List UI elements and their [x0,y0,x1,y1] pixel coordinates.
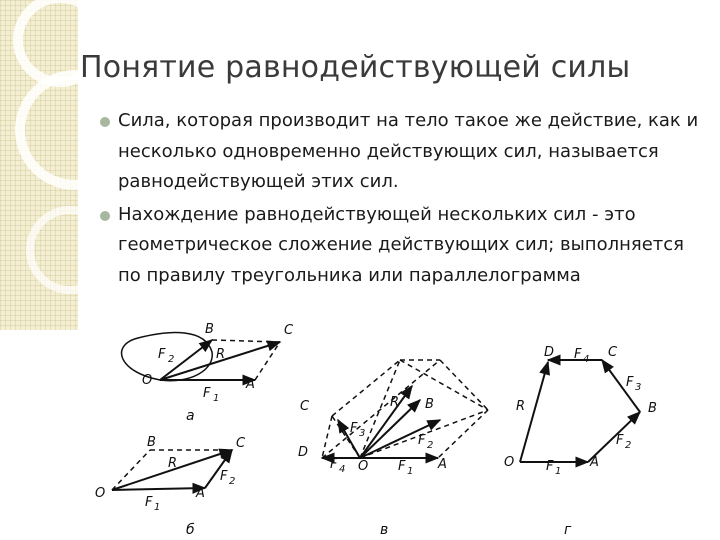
figure-a-parallelogram [122,322,294,424]
label-point-C: C [300,399,310,414]
label-F1: F [203,386,211,401]
figure-g-caption: г [564,522,572,538]
label-point-O: O [358,459,369,474]
label-F2-sub: 2 [427,440,434,451]
figure-g-polygon [504,345,657,538]
label-F2: F [616,433,624,448]
label-F1: F [546,459,554,474]
label-point-O: O [95,486,106,501]
label-F4: F [330,457,338,472]
label-F2-sub: 2 [229,476,236,487]
label-F3: F [350,421,358,436]
label-F2: F [220,469,228,484]
label-point-A: A [196,486,205,501]
label-R: R [168,456,178,471]
bullet-text: Нахождение равнодействующей нескольких сил - это геометрическое сложение действующих сил; выполняется по правилу треугольника или параллелограмма [118,203,684,286]
label-point-O: O [504,455,515,470]
label-R: R [516,399,526,414]
bullet-text: Сила, которая производит на тело такое же действие, как и несколько одновременно действующих сил, называется равнодействующей этих сил. [118,110,699,192]
label-point-B: B [205,322,214,337]
label-F2: F [158,347,166,362]
label-point-C: C [608,345,618,360]
label-F1: F [398,459,406,474]
figure-v-polygon [298,360,488,538]
label-point-D: D [544,345,555,360]
label-F2-sub: 2 [168,354,175,365]
label-point-D: D [298,445,309,460]
label-point-A: A [590,455,599,470]
label-F3-sub: 3 [359,428,366,439]
label-F1-sub: 1 [154,502,161,513]
slide-title: Понятие равнодействующей силы [80,50,631,85]
label-F4-sub: 4 [339,464,346,475]
label-F3: F [626,375,634,390]
label-F4: F [574,347,582,362]
label-point-A: A [246,377,255,392]
label-point-B: B [425,397,434,412]
label-F4-sub: 4 [583,354,590,365]
label-point-B: B [147,435,156,450]
label-R: R [390,395,400,410]
figure-b-triangle [95,435,246,538]
label-point-C: C [236,436,246,451]
label-point-A: A [438,457,447,472]
label-F1-sub: 1 [555,466,562,477]
label-point-B: B [648,401,657,416]
label-F1-sub: 1 [407,466,414,477]
label-F1: F [145,495,153,510]
figure-b-caption: б [186,522,195,538]
label-F2: F [418,433,426,448]
label-R: R [216,347,226,362]
label-F1-sub: 1 [213,393,220,404]
label-point-O: O [142,373,153,388]
label-F2-sub: 2 [625,440,632,451]
figure-v-caption: в [380,522,389,538]
label-point-C: C [284,323,294,338]
figure-a-caption: а [186,408,195,424]
label-F3-sub: 3 [635,382,642,393]
